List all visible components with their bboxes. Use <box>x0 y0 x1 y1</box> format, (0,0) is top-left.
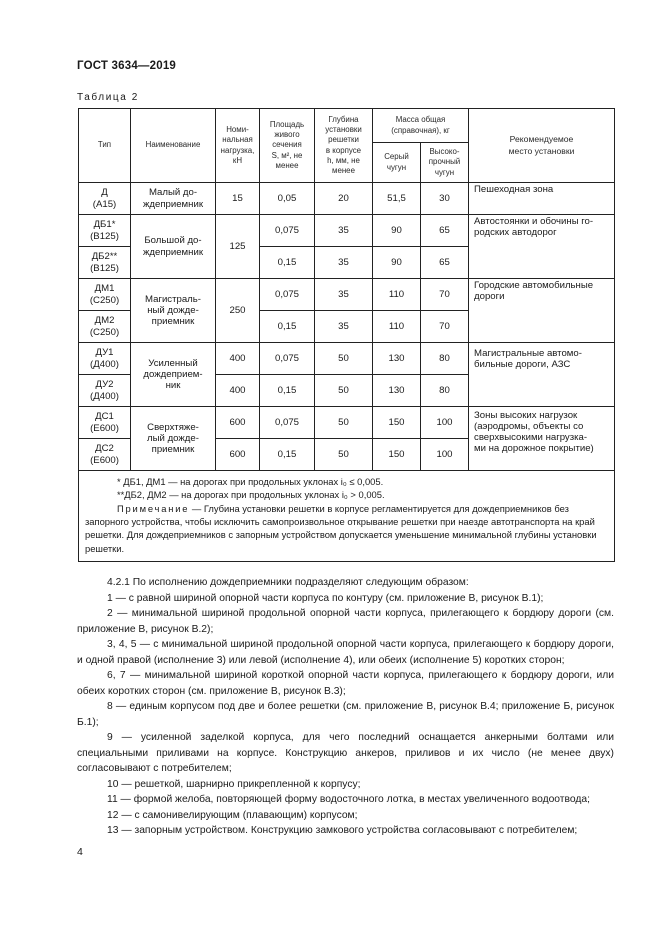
note-text: — Глубина установки решетки в корпусе регламентируется для дождеприемников без запорного устройства, чтобы исключить самопроизвольное открывание решетки при наезде автотранспорта на край решетки. Для дождеприемников с запорным устройством допускается уменьшение минимальной глубины установки решетки. <box>85 502 597 554</box>
cell-type: ДУ2 (Д400) <box>79 375 131 407</box>
cell-mass-ductile: 65 <box>421 247 469 279</box>
cell-area: 0,075 <box>260 215 315 247</box>
cell-area: 0,15 <box>260 311 315 343</box>
paragraph: 9 — усиленной заделкой корпуса, для чего последний оснащается анкерными болтами или специальными приливами на корпусе. Конструкцию анкеров, приливов и их число (не менее двух) согласовывают с потребителем; <box>77 732 614 774</box>
table-note <box>85 502 608 555</box>
cell-depth: 50 <box>315 407 373 439</box>
cell-mass-gray: 51,5 <box>373 183 421 215</box>
cell-depth: 35 <box>315 215 373 247</box>
paragraph: 12 — с самонивелирующим (плавающим) корпусом; <box>107 809 358 821</box>
cell-depth: 50 <box>315 439 373 471</box>
cell-mass-ductile: 100 <box>421 439 469 471</box>
page-number: 4 <box>77 846 83 858</box>
table-row <box>79 215 615 247</box>
header-area: Площадь живого сечения S, м², не менее <box>260 109 315 183</box>
cell-area: 0,075 <box>260 407 315 439</box>
cell-depth: 35 <box>315 247 373 279</box>
cell-depth: 35 <box>315 311 373 343</box>
paragraph: 11 — формой желоба, повторяющей форму водосточного лотка, в местах увеличенного водоотвода; <box>107 794 590 805</box>
cell-area: 0,15 <box>260 247 315 279</box>
cell-name: Магистраль- ный дожде- приемник <box>131 279 216 343</box>
cell-mass-ductile: 30 <box>421 183 469 215</box>
table-caption: Таблица 2 <box>77 92 139 103</box>
footnote: **ДБ2, ДМ2 — на дорогах при продольных уклонах i₀ > 0,005. <box>117 489 385 501</box>
paragraph: 8 — единым корпусом под две и более решетки (см. приложение В, рисунок В.4; приложение Б, рисунок Б.1); <box>77 701 614 728</box>
cell-type: ДБ2** (В125) <box>79 247 131 279</box>
cell-type: ДМ2 (С250) <box>79 311 131 343</box>
paragraph: 2 — минимальной шириной продольной опорной части корпуса, прилегающего к бордюру дороги (см. приложение В, рисунок В.2); <box>77 608 614 635</box>
cell-load: 15 <box>216 183 260 215</box>
header-load: Номи- нальная нагрузка, кН <box>216 109 260 183</box>
header-depth: Глубина установки решетки в корпусе h, мм, не менее <box>315 109 373 183</box>
table-row <box>79 407 615 439</box>
header-mass-gray: Серый чугун <box>373 143 421 183</box>
header-recommended: Рекомендуемое место установки <box>469 109 615 183</box>
paragraph: 10 — решеткой, шарнирно прикрепленной к корпусу; <box>107 778 361 790</box>
table-row <box>79 279 615 311</box>
cell-type: ДБ1* (В125) <box>79 215 131 247</box>
cell-load: 400 <box>216 375 260 407</box>
cell-mass-ductile: 100 <box>421 407 469 439</box>
cell-mass-gray: 150 <box>373 407 421 439</box>
cell-area: 0,15 <box>260 439 315 471</box>
body-text <box>77 575 614 839</box>
cell-location: Зоны высоких нагрузок (аэродромы, объекты со сверхвысокими нагрузка- ми на дорожное покрытие) <box>469 407 615 471</box>
table-notes <box>79 471 615 562</box>
header-type: Тип <box>79 109 131 183</box>
cell-name: Малый до- ждеприемник <box>131 183 216 215</box>
cell-name: Большой до- ждеприемник <box>131 215 216 279</box>
cell-mass-gray: 90 <box>373 247 421 279</box>
cell-depth: 50 <box>315 343 373 375</box>
cell-location: Пешеходная зона <box>469 183 615 215</box>
cell-depth: 35 <box>315 279 373 311</box>
cell-mass-gray: 150 <box>373 439 421 471</box>
table-row <box>79 343 615 375</box>
cell-area: 0,075 <box>260 343 315 375</box>
cell-mass-ductile: 80 <box>421 343 469 375</box>
cell-location: Городские автомобильные дороги <box>469 279 615 343</box>
cell-mass-gray: 110 <box>373 279 421 311</box>
cell-load: 600 <box>216 439 260 471</box>
header-mass: Масса общая (справочная), кг <box>373 109 469 143</box>
paragraph: 3, 4, 5 — с минимальной шириной продольной опорной части корпуса, прилегающего к бордюру дороги, и одной правой (исполнение 3) или левой (исполнение 4), или обеих (исполнение 5) коротких сторон; <box>77 639 614 666</box>
cell-load: 600 <box>216 407 260 439</box>
specification-table <box>78 108 615 562</box>
cell-area: 0,15 <box>260 375 315 407</box>
paragraph: 1 — с равной шириной опорной части корпуса по контуру (см. приложение В, рисунок В.1); <box>107 592 544 604</box>
cell-name: Усиленный дождеприем- ник <box>131 343 216 407</box>
cell-depth: 20 <box>315 183 373 215</box>
paragraph: 13 — запорным устройством. Конструкцию замкового устройства согласовывают с потребителем; <box>107 825 578 836</box>
cell-mass-ductile: 80 <box>421 375 469 407</box>
paragraph: 4.2.1 По исполнению дождеприемники подразделяют следующим образом: <box>107 577 469 588</box>
cell-type: ДС2 (Е600) <box>79 439 131 471</box>
footnote: * ДБ1, ДМ1 — на дорогах при продольных уклонах i₀ ≤ 0,005. <box>117 476 384 487</box>
cell-type: ДМ1 (С250) <box>79 279 131 311</box>
paragraph: 6, 7 — минимальной шириной короткой опорной части корпуса, прилегающего к бордюру дороги, или обеих коротких сторон (см. приложение В, рисунок В.3); <box>77 670 614 697</box>
cell-mass-ductile: 70 <box>421 279 469 311</box>
header-mass-ductile: Высоко- прочный чугун <box>421 143 469 183</box>
header-name: Наименование <box>131 109 216 183</box>
cell-load: 250 <box>216 279 260 343</box>
cell-mass-gray: 130 <box>373 343 421 375</box>
cell-name: Сверхтяже- лый дожде- приемник <box>131 407 216 471</box>
cell-area: 0,05 <box>260 183 315 215</box>
cell-mass-ductile: 70 <box>421 311 469 343</box>
table-row <box>79 183 615 215</box>
document-header: ГОСТ 3634—2019 <box>77 60 177 72</box>
cell-load: 400 <box>216 343 260 375</box>
cell-mass-gray: 90 <box>373 215 421 247</box>
note-label: Примечание <box>117 502 190 514</box>
cell-area: 0,075 <box>260 279 315 311</box>
cell-location: Автостоянки и обочины го- родских автодорог <box>469 215 615 279</box>
cell-type: ДС1 (Е600) <box>79 407 131 439</box>
cell-mass-gray: 130 <box>373 375 421 407</box>
cell-mass-gray: 110 <box>373 311 421 343</box>
cell-depth: 50 <box>315 375 373 407</box>
cell-load: 125 <box>216 215 260 279</box>
cell-location: Магистральные автомо- бильные дороги, АЗС <box>469 343 615 407</box>
cell-type: Д (А15) <box>79 183 131 215</box>
cell-mass-ductile: 65 <box>421 215 469 247</box>
cell-type: ДУ1 (Д400) <box>79 343 131 375</box>
